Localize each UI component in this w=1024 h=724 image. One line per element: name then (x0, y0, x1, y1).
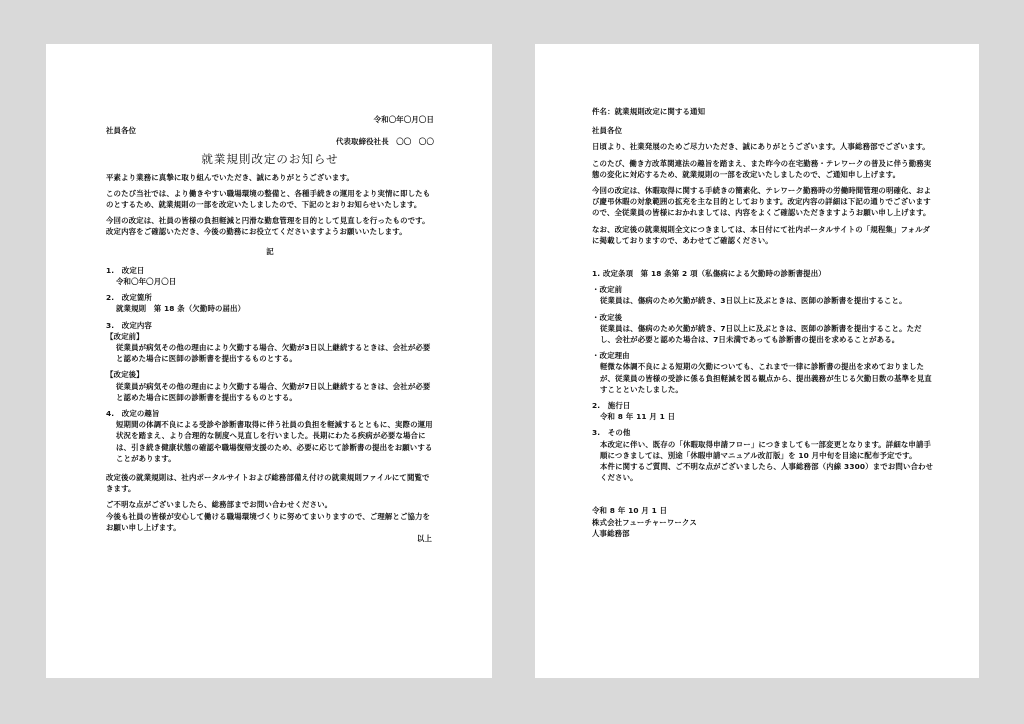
item-heading: 3. その他 (592, 428, 631, 438)
item-heading: 1. 改定条項 第 18 条第 2 項（私傷病による欠勤時の診断書提出） (592, 269, 826, 279)
item-heading: 4. 改定の趣旨 (106, 409, 160, 419)
reason-text: 軽微な体調不良による短期の欠勤についても、これまで一律に診断書の提出を求めておりましたが、従業員の皆様の受診に係る負担軽減を図る観点から、提出義務が生じる欠勤日数の基準を見直すことといたしました。 (600, 362, 932, 394)
document-page-right (535, 44, 979, 678)
before-text: 従業員が病気その他の理由により欠勤する場合、欠勤が3日以上継続するときは、会社が必要と認めた場合に医師の診断書を提出するものとする。 (116, 343, 431, 364)
after-text: 従業員は、傷病のため欠勤が続き、7日以上に及ぶときは、医師の診断書を提出すること。ただし、会社が必要と認めた場合は、7日未満であっても診断書の提出を求めることがある。 (600, 323, 922, 345)
paragraph: 日頃より、社業発展のためご尽力いただき、誠にありがとうございます。人事総務部でございます。 (592, 142, 930, 152)
before-label: 【改定前】 (106, 331, 144, 341)
item-body: 本件に関するご質問、ご不明な点がございましたら、人事総務部（内線 3300）までお問い合わせください。 (600, 462, 934, 483)
after-text: 従業員が病気その他の理由により欠勤する場合、欠勤が7日以上継続するときは、会社が必要と認めた場合に医師の診断書を提出するものとする。 (116, 381, 431, 402)
after-label: 【改定後】 (106, 370, 144, 380)
paragraph: このたび、働き方改革関連法の趣旨を踏まえ、また昨今の在宅勤務・テレワークの普及に伴う勤務実態の変化に対応するため、就業規則の一部を改定いたしましたので、ご通知申し上げます。 (592, 158, 932, 179)
subject-line: 件名：就業規則改定に関する通知 (592, 107, 706, 116)
closing-paragraph: 改定後の就業規則は、社内ポータルサイトおよび総務部備え付けの就業規則ファイルにて閲覧できます。 (106, 473, 430, 494)
item-heading: 2. 施行日 (592, 401, 631, 411)
item-body: 就業規則 第 18 条（欠勤時の届出） (116, 304, 246, 314)
before-label: ・改定前 (592, 285, 623, 295)
item-body: 令和 8 年 11 月 1 日 (600, 412, 676, 422)
greeting: 平素より業務に真摯に取り組んでいただき、誠にありがとうございます。 (106, 172, 354, 182)
closing-paragraph: ご不明な点がございましたら、総務部までお問い合わせください。 (106, 500, 333, 510)
item-heading: 2. 改定箇所 (106, 293, 152, 303)
paragraph: 今回の改定は、休暇取得に関する手続きの簡素化、テレワーク勤務時の労働時間管理の明確化、および慶弔休暇の対象範囲の拡充を主な目的としております。改定内容の詳細は下記の通りでございますので、全従業員の皆様におかれましては、内容をよくご確認いただきますようお願い申し上げます。 (592, 186, 932, 218)
reason-label: ・改定理由 (592, 351, 630, 361)
document-title: 就業規則改定のお知らせ (201, 151, 339, 166)
footer-date: 令和 8 年 10 月 1 日 (592, 506, 668, 516)
after-label: ・改定後 (592, 312, 623, 322)
recipient: 社員各位 (106, 126, 137, 136)
footer-company: 株式会社フューチャーワークス (592, 517, 697, 527)
before-text: 従業員は、傷病のため欠勤が続き、3日以上に及ぶときは、医師の診断書を提出すること。 (600, 296, 907, 306)
item-heading: 3. 改定内容 (106, 320, 152, 330)
recipient: 社員各位 (592, 126, 623, 136)
footer-department: 人事総務部 (592, 528, 630, 538)
paragraph: 今回の改定は、社員の皆様の負担軽減と円滑な勤怠管理を目的として見直しを行ったものです。改定内容をご確認いただき、今後の勤務にお役立てくださいますようお願いいたします。 (106, 216, 430, 237)
paragraph: このたび当社では、より働きやすい職場環境の整備と、各種手続きの運用をより実情に即したものとするため、就業規則の一部を改定いたしましたので、下記のとおりお知らせいたします。 (106, 188, 431, 210)
closing-paragraph: 今後も社員の皆様が安心して働ける職場環境づくりに努めてまいりますので、ご理解とご協力をお願い申し上げます。 (106, 511, 431, 532)
item-body: 短期間の体調不良による受診や診断書取得に伴う社員の負担を軽減するとともに、実際の運用状況を踏まえ、より合理的な制度へ見直しを行いました。長期にわたる疾病が必要な場合には、引き続き健康状態の確認や職場復帰支援のため、必要に応じて診断書の提出をお願いすることがあります。 (116, 420, 433, 463)
ki-heading: 記 (266, 246, 274, 256)
item-heading: 1. 改定日 (106, 265, 145, 275)
document-page-left (46, 44, 492, 678)
ijo: 以上 (416, 534, 432, 544)
item-body: 本改定に伴い、既存の「休暇取得申請フロー」につきましても一部変更となります。詳細な申請手順につきましては、別途「休暇申請マニュアル改訂版」を 10 月中旬を目途に配布予定です。 (600, 439, 932, 460)
sender: 代表取締役社長 〇〇 〇〇 (335, 137, 434, 147)
document-date: 令和〇年〇月〇日 (373, 115, 434, 124)
paragraph: なお、改定後の就業規則全文につきましては、本日付にて社内ポータルサイトの「規程集」フォルダに掲載しておりますので、あわせてご確認ください。 (592, 224, 931, 245)
item-body: 令和〇年〇月〇日 (116, 277, 177, 287)
